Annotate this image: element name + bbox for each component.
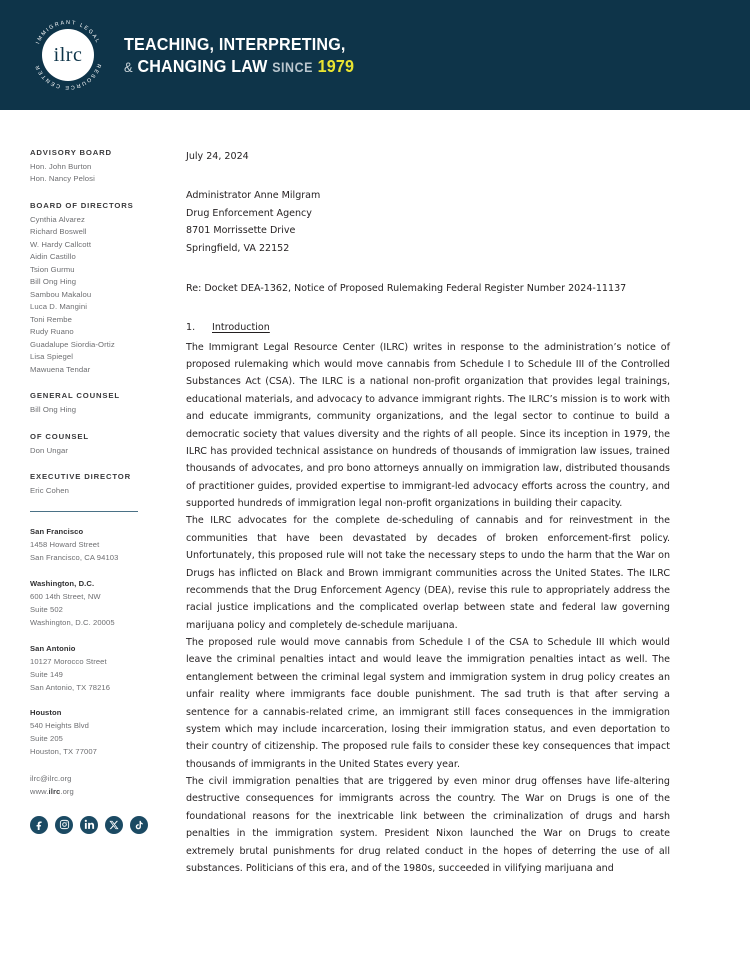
office-address-line: 600 14th Street, NW — [30, 592, 101, 602]
office-city: San Antonio — [30, 643, 76, 653]
tiktok-icon[interactable] — [130, 816, 148, 834]
office-address-line: 10127 Morocco Street — [30, 656, 107, 666]
sidebar — [0, 148, 152, 877]
of-counsel-member: Don Ungar — [30, 445, 69, 455]
board-of-directors-heading: BOARD OF DIRECTORS — [30, 200, 134, 210]
office-address-line: Houston, TX 77007 — [30, 747, 97, 757]
website-bold: ilrc — [48, 787, 61, 797]
board-member: Luca D. Mangini — [30, 302, 88, 312]
body-paragraph: The Immigrant Legal Resource Center (ILRC) writes in response to the administration’s notice of proposed rulemaking which would move cannabis from Schedule I to Schedule III of the Controlled Substances Act (CSA). The ILRC is a national non-profit organization that provides legal trainings, educational materials, and advocacy to advance immigrant rights. The ILRC’s mission is to work with and educate immigrants, community organizations, and the legal sector to continue to build a democratic society that values diversity and the rights of all people. Since its inception in 1979, the ILRC has provided technical assistance on hundreds of thousands of immigration law issues, trained thousands of advocates, and pro bono attorneys annually on immigration law, distributed thousands of practitioner guides, provided expertise to immigrant-led advocacy efforts across the country, and supported hundreds of immigration legal non-profit organizations in building their capacity. — [186, 341, 670, 509]
recipient-line: Administrator Anne Milgram — [186, 190, 321, 202]
office-address-line: San Francisco, CA 94103 — [30, 553, 119, 563]
board-member: Toni Rembe — [30, 314, 73, 324]
board-member: Aidin Castillo — [30, 252, 76, 262]
advisory-board-member: Hon. John Burton — [30, 162, 92, 171]
board-member: Bill Ong Hing — [30, 277, 77, 287]
letter-date: July 24, 2024 — [186, 151, 249, 162]
office-address-line: San Antonio, TX 78216 — [30, 682, 111, 692]
board-member: Guadalupe Siordia-Ortiz — [30, 339, 115, 349]
sidebar-divider — [30, 511, 138, 512]
subject-re-line: Re: Docket DEA-1362, Notice of Proposed Rulemaking Federal Register Number 2024-11137 — [186, 282, 627, 294]
board-member: Tsion Gurmu — [30, 264, 75, 274]
recipient-address — [186, 187, 670, 257]
body-paragraph: The ILRC advocates for the complete de-scheduling of cannabis and for reinvestment in the communities that have been devastated by decades of broken enforcement-first policy. Unfortunately, this proposed rule will not take the necessary steps to undo the harm that the War on Drugs has inflicted on Black and Brown immigrant communities across the United States. The ILRC recommends that the Drug Enforcement Agency (DEA), revise this rule to appropriately address the racial justice implications and the complicated overlap between state and federal law governing marijuana policy and completely de-schedule marijuana. — [186, 515, 670, 631]
facebook-icon[interactable] — [30, 816, 48, 834]
general-counsel-heading: GENERAL COUNSEL — [30, 391, 120, 401]
sidebar-section-of-counsel — [30, 432, 146, 457]
general-counsel-member: Bill Ong Hing — [30, 405, 77, 415]
website-prefix: www. — [30, 787, 49, 797]
board-member: Cynthia Alvarez — [30, 214, 85, 224]
office-address-line: 1458 Howard Street — [30, 540, 100, 550]
tagline-ampersand: & — [124, 59, 133, 75]
website-suffix: .org — [60, 787, 74, 797]
body-paragraph: The proposed rule would move cannabis from Schedule I of the CSA to Schedule III which would leave the criminal penalties intact and would leave the immigration penalties intact as well. The entanglement between the criminal legal system and immigration system in drug policy creates an unfair reality where immigrants face double punishment. The sad truth is that after serving a sentence for a cannabis-related crime, an immigrant still faces consequences in the immigration system which may include incarceration, losing their immigration status, and even deportation to their country of citizenship. The proposed rule fails to consider these key consequences that impact thousands of immigrants in the United States every year. — [186, 637, 670, 770]
office-address-line: Suite 205 — [30, 734, 63, 744]
office-city: San Francisco — [30, 527, 84, 537]
sidebar-section-board-of-directors — [30, 201, 146, 376]
tagline-year: 1979 — [317, 56, 355, 76]
board-member: Mawuena Tendar — [30, 364, 91, 374]
office-city: Washington, D.C. — [30, 579, 95, 589]
office-city: Houston — [30, 708, 62, 718]
social-links — [30, 816, 146, 834]
office-houston — [30, 707, 146, 759]
email-link[interactable]: ilrc@ilrc.org — [30, 774, 72, 784]
office-address-line: 540 Heights Blvd — [30, 721, 90, 731]
recipient-line: Springfield, VA 22152 — [186, 242, 290, 254]
linkedin-icon[interactable] — [80, 816, 98, 834]
sidebar-section-general-counsel — [30, 391, 146, 416]
office-address-line: Suite 149 — [30, 669, 63, 679]
svg-text:ilrc: ilrc — [53, 44, 83, 66]
section-number: 1. — [186, 322, 196, 334]
page-body — [0, 110, 750, 877]
office-address-line: Washington, D.C. 20005 — [30, 617, 115, 627]
letterhead-tagline — [124, 33, 374, 78]
office-san-francisco — [30, 526, 146, 565]
advisory-board-heading: ADVISORY BOARD — [30, 148, 112, 157]
recipient-line: Drug Enforcement Agency — [186, 207, 312, 219]
board-member: Rudy Ruano — [30, 327, 74, 337]
board-member: Richard Boswell — [30, 227, 87, 237]
tagline-since: SINCE — [272, 60, 313, 75]
section-title: Introduction — [212, 322, 270, 334]
letterhead-header — [0, 0, 750, 110]
office-washington-dc — [30, 578, 146, 630]
contact-info — [30, 772, 146, 799]
ilrc-logo-icon — [32, 19, 104, 91]
section-heading-introduction — [186, 319, 670, 336]
office-san-antonio — [30, 643, 146, 695]
tagline-changing-law: CHANGING LAW — [137, 56, 268, 76]
sidebar-section-advisory-board — [30, 148, 146, 186]
website-link[interactable] — [30, 785, 146, 798]
tagline-line-2 — [124, 55, 354, 77]
executive-director-member: Eric Cohen — [30, 485, 70, 495]
advisory-board-member: Hon. Nancy Pelosi — [30, 174, 95, 184]
letter-content — [152, 148, 750, 877]
office-address-line: Suite 502 — [30, 604, 63, 614]
recipient-line: 8701 Morrissette Drive — [186, 225, 296, 237]
board-member: W. Hardy Callcott — [30, 239, 92, 249]
x-twitter-icon[interactable] — [105, 816, 123, 834]
instagram-icon[interactable] — [55, 816, 73, 834]
board-member: Lisa Spiegel — [30, 352, 74, 362]
tagline-line-1: TEACHING, INTERPRETING, — [124, 33, 346, 54]
executive-director-heading: EXECUTIVE DIRECTOR — [30, 471, 132, 481]
svg-text:IMMIGRANT LEGAL: IMMIGRANT LEGAL — [35, 19, 101, 46]
body-paragraph: The civil immigration penalties that are triggered by even minor drug offenses have life-altering destructive consequences for immigrants across the country. The War on Drugs is one of the foundational reasons for the inextricable link between the criminalization of drugs and harsh penalties in the immigration system. President Nixon launched the War on Drugs to create extremely brutal punishments for drug related conduct in the hopes of deterring the use of all substances. Politicians of this era, and of the 1980s, succeeded in vilifying marijuana and — [186, 776, 670, 874]
svg-text:RESOURCE CENTER: RESOURCE CENTER — [34, 62, 102, 91]
board-member: Sambou Makalou — [30, 289, 92, 299]
of-counsel-heading: OF COUNSEL — [30, 431, 89, 441]
sidebar-section-executive-director — [30, 472, 146, 497]
